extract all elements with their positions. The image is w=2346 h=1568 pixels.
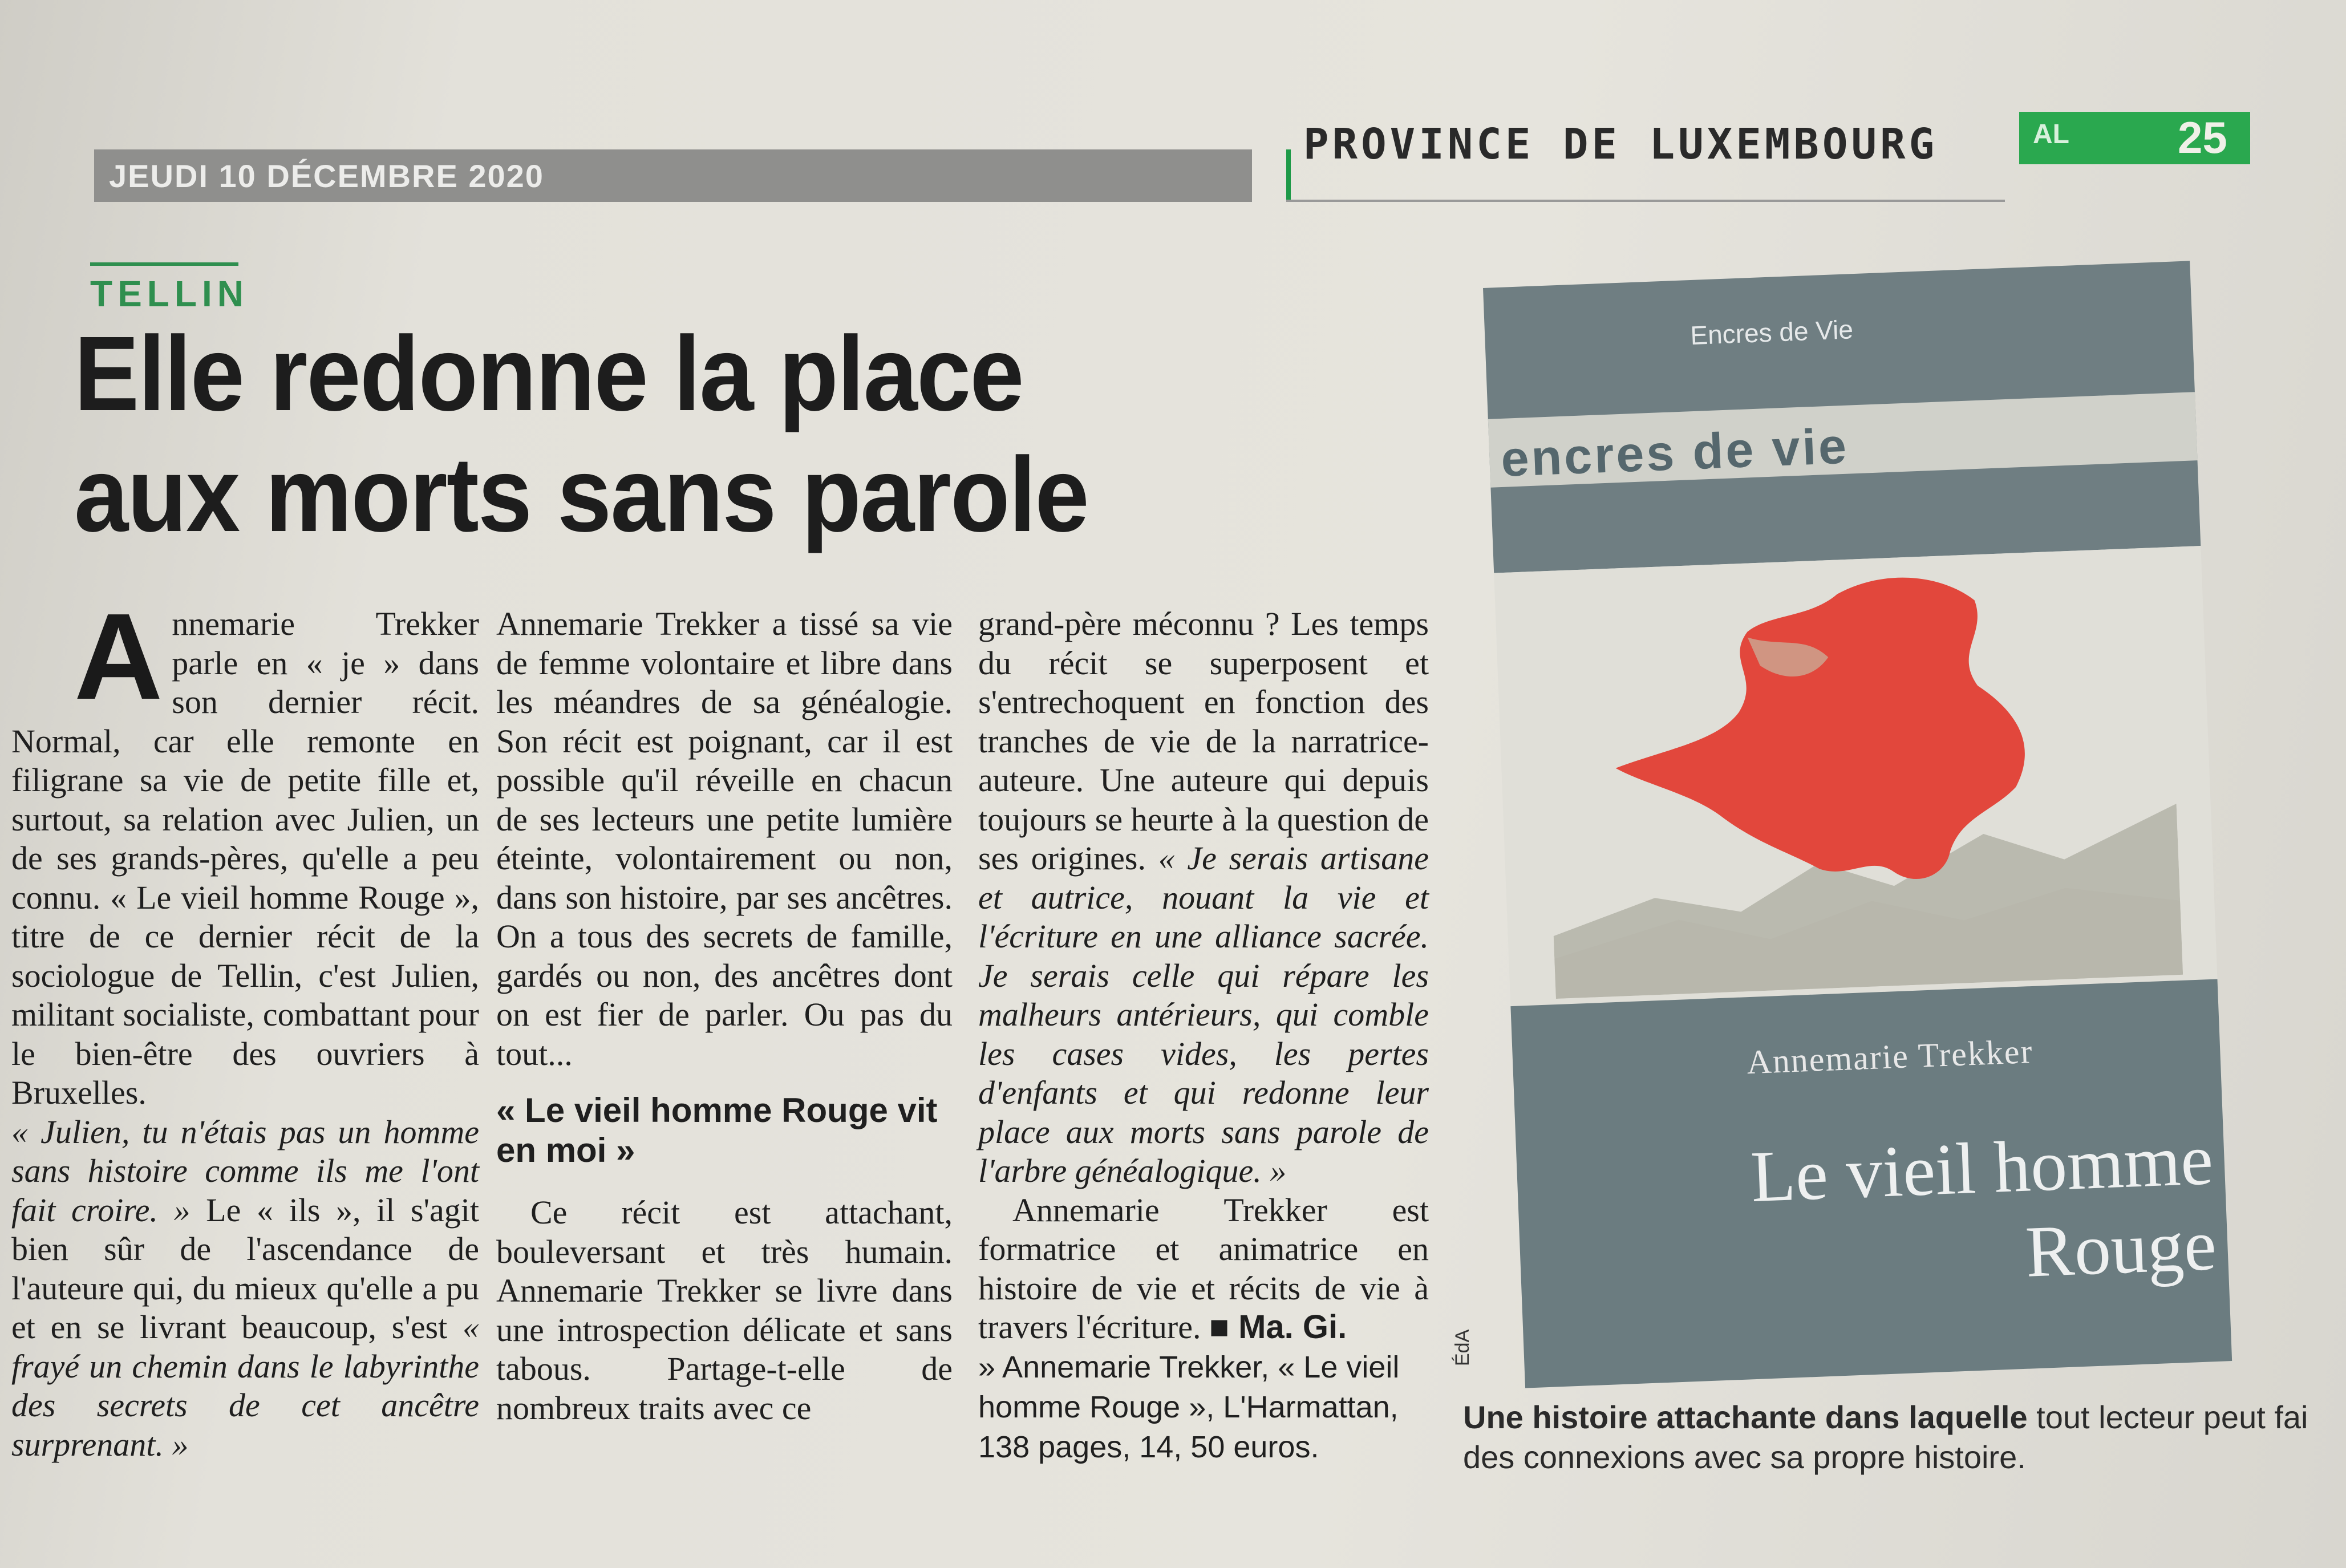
- section-rule: [1286, 149, 1291, 202]
- caption-bold: Une histoire attachante dans laquelle: [1463, 1399, 2028, 1435]
- date-bar: [94, 149, 1252, 202]
- kicker-rule: [90, 262, 238, 266]
- quote-autrice: « Je serais artisane et autrice, nouant la vie et l'écriture en une alliance sacrée. Je serais celle qui répare les malheurs antérieurs, qui comble les cases vides, les pertes d'enfants et qui redonne leur place aux morts sans parole de l'arbre généalogique. »: [978, 840, 1429, 1189]
- article-column-3: [978, 605, 1429, 1467]
- book-title-line-1: Le vieil homme: [1749, 1119, 2215, 1218]
- headline-line-1: Elle redonne la place: [74, 315, 1023, 433]
- article-headline: [74, 314, 1281, 556]
- book-series-small: Encres de Vie: [1689, 314, 1854, 351]
- headline-line-2: aux morts sans parole: [74, 436, 1088, 554]
- book-title-line-2: Rouge: [2024, 1204, 2218, 1293]
- edition-label: AL: [2033, 119, 2069, 149]
- book-cover-photo: [1483, 261, 2232, 1388]
- column-3-paragraph-2: Annemarie Trekker est formatrice et animatrice en histoire de vie et récits de vie à travers l'écriture.: [978, 1191, 1429, 1346]
- issue-date: JEUDI 10 DÉCEMBRE 2020: [109, 158, 544, 194]
- column-3-paragraph-1: grand-père méconnu ? Les temps du récit se superposent et s'entrechoquent en fonction des tranches de vie de la narratrice-auteure. Une auteure qui depuis toujours se heurte à la question de ses origines.: [978, 605, 1429, 877]
- caption-text: tout lecteur peut fai des connexions avec sa propre histoire.: [1463, 1399, 2308, 1475]
- drop-cap: A: [74, 588, 163, 725]
- page-number-tab: [2150, 112, 2250, 164]
- author-signature: ■ Ma. Gi.: [1209, 1308, 1347, 1346]
- section-underline: [1286, 200, 2005, 202]
- photo-caption: [1463, 1397, 2346, 1477]
- column-1-paragraph-1: nnemarie Trekker parle en « je » dans son dernier récit. Normal, car elle remonte en filigrane sa vie de petite fille et, surtout, sa relation avec Julien, un de ses grands-pères, qu'elle a peu connu. « Le vieil homme Rouge », titre de ce dernier récit de la sociologue de Tellin, c'est Julien, militant socialiste, combattant pour le bien-être des ouvriers à Bruxelles.: [11, 605, 479, 1111]
- article-column-2: [496, 605, 953, 1428]
- article-kicker: TELLIN: [90, 273, 249, 314]
- quote-labyrinthe: « frayé un chemin dans le labyrinthe des secrets de cet ancêtre surprenant. »: [11, 1308, 479, 1463]
- book-author: Annemarie Trekker: [1746, 1032, 2034, 1081]
- article-subhead: « Le vieil homme Rouge vit en moi »: [496, 1091, 938, 1169]
- red-leaf-illustration: [1540, 558, 2183, 999]
- quote-julien: « Julien, tu n'étais pas un homme sans histoire comme ils me l'ont fait croire. »: [11, 1113, 479, 1229]
- book-series: encres de vie: [1500, 417, 1850, 487]
- book-reference: » Annemarie Trekker, « Le vieil homme Rouge », L'Harmattan, 138 pages, 14, 50 euros.: [978, 1350, 1400, 1464]
- photo-credit: ÉdA: [1452, 1329, 1473, 1366]
- column-1-paragraph-2: Le « ils », il s'agit bien sûr de l'ascendance de l'auteure qui, du mieux qu'elle a pu et en se livrant beaucoup, s'est: [11, 1191, 480, 1346]
- section-title: PROVINCE DE LUXEMBOURG: [1303, 120, 1938, 169]
- article-column-1: [11, 588, 480, 1464]
- column-2-paragraph-2: Ce récit est attachant, bouleversant et très humain. Annemarie Trekker se livre dans une introspection délicate et sans tabous. Partage-t-elle de nombreux traits avec ce: [496, 1194, 953, 1427]
- column-2-paragraph-1: Annemarie Trekker a tissé sa vie de femme volontaire et libre dans les méandres de sa généalogie. Son récit est poignant, car il est possible qu'il réveille en chacun de ses lecteurs une petite lumière éteinte, volontairement ou non, dans son histoire, par ses ancêtres. On a tous des secrets de famille, gardés ou non, des ancêtres dont on est fier de parler. Ou pas du tout...: [496, 605, 953, 1072]
- book-title: [1516, 1116, 2218, 1314]
- edition-tab: [2019, 112, 2150, 164]
- page-number: 25: [2178, 112, 2227, 163]
